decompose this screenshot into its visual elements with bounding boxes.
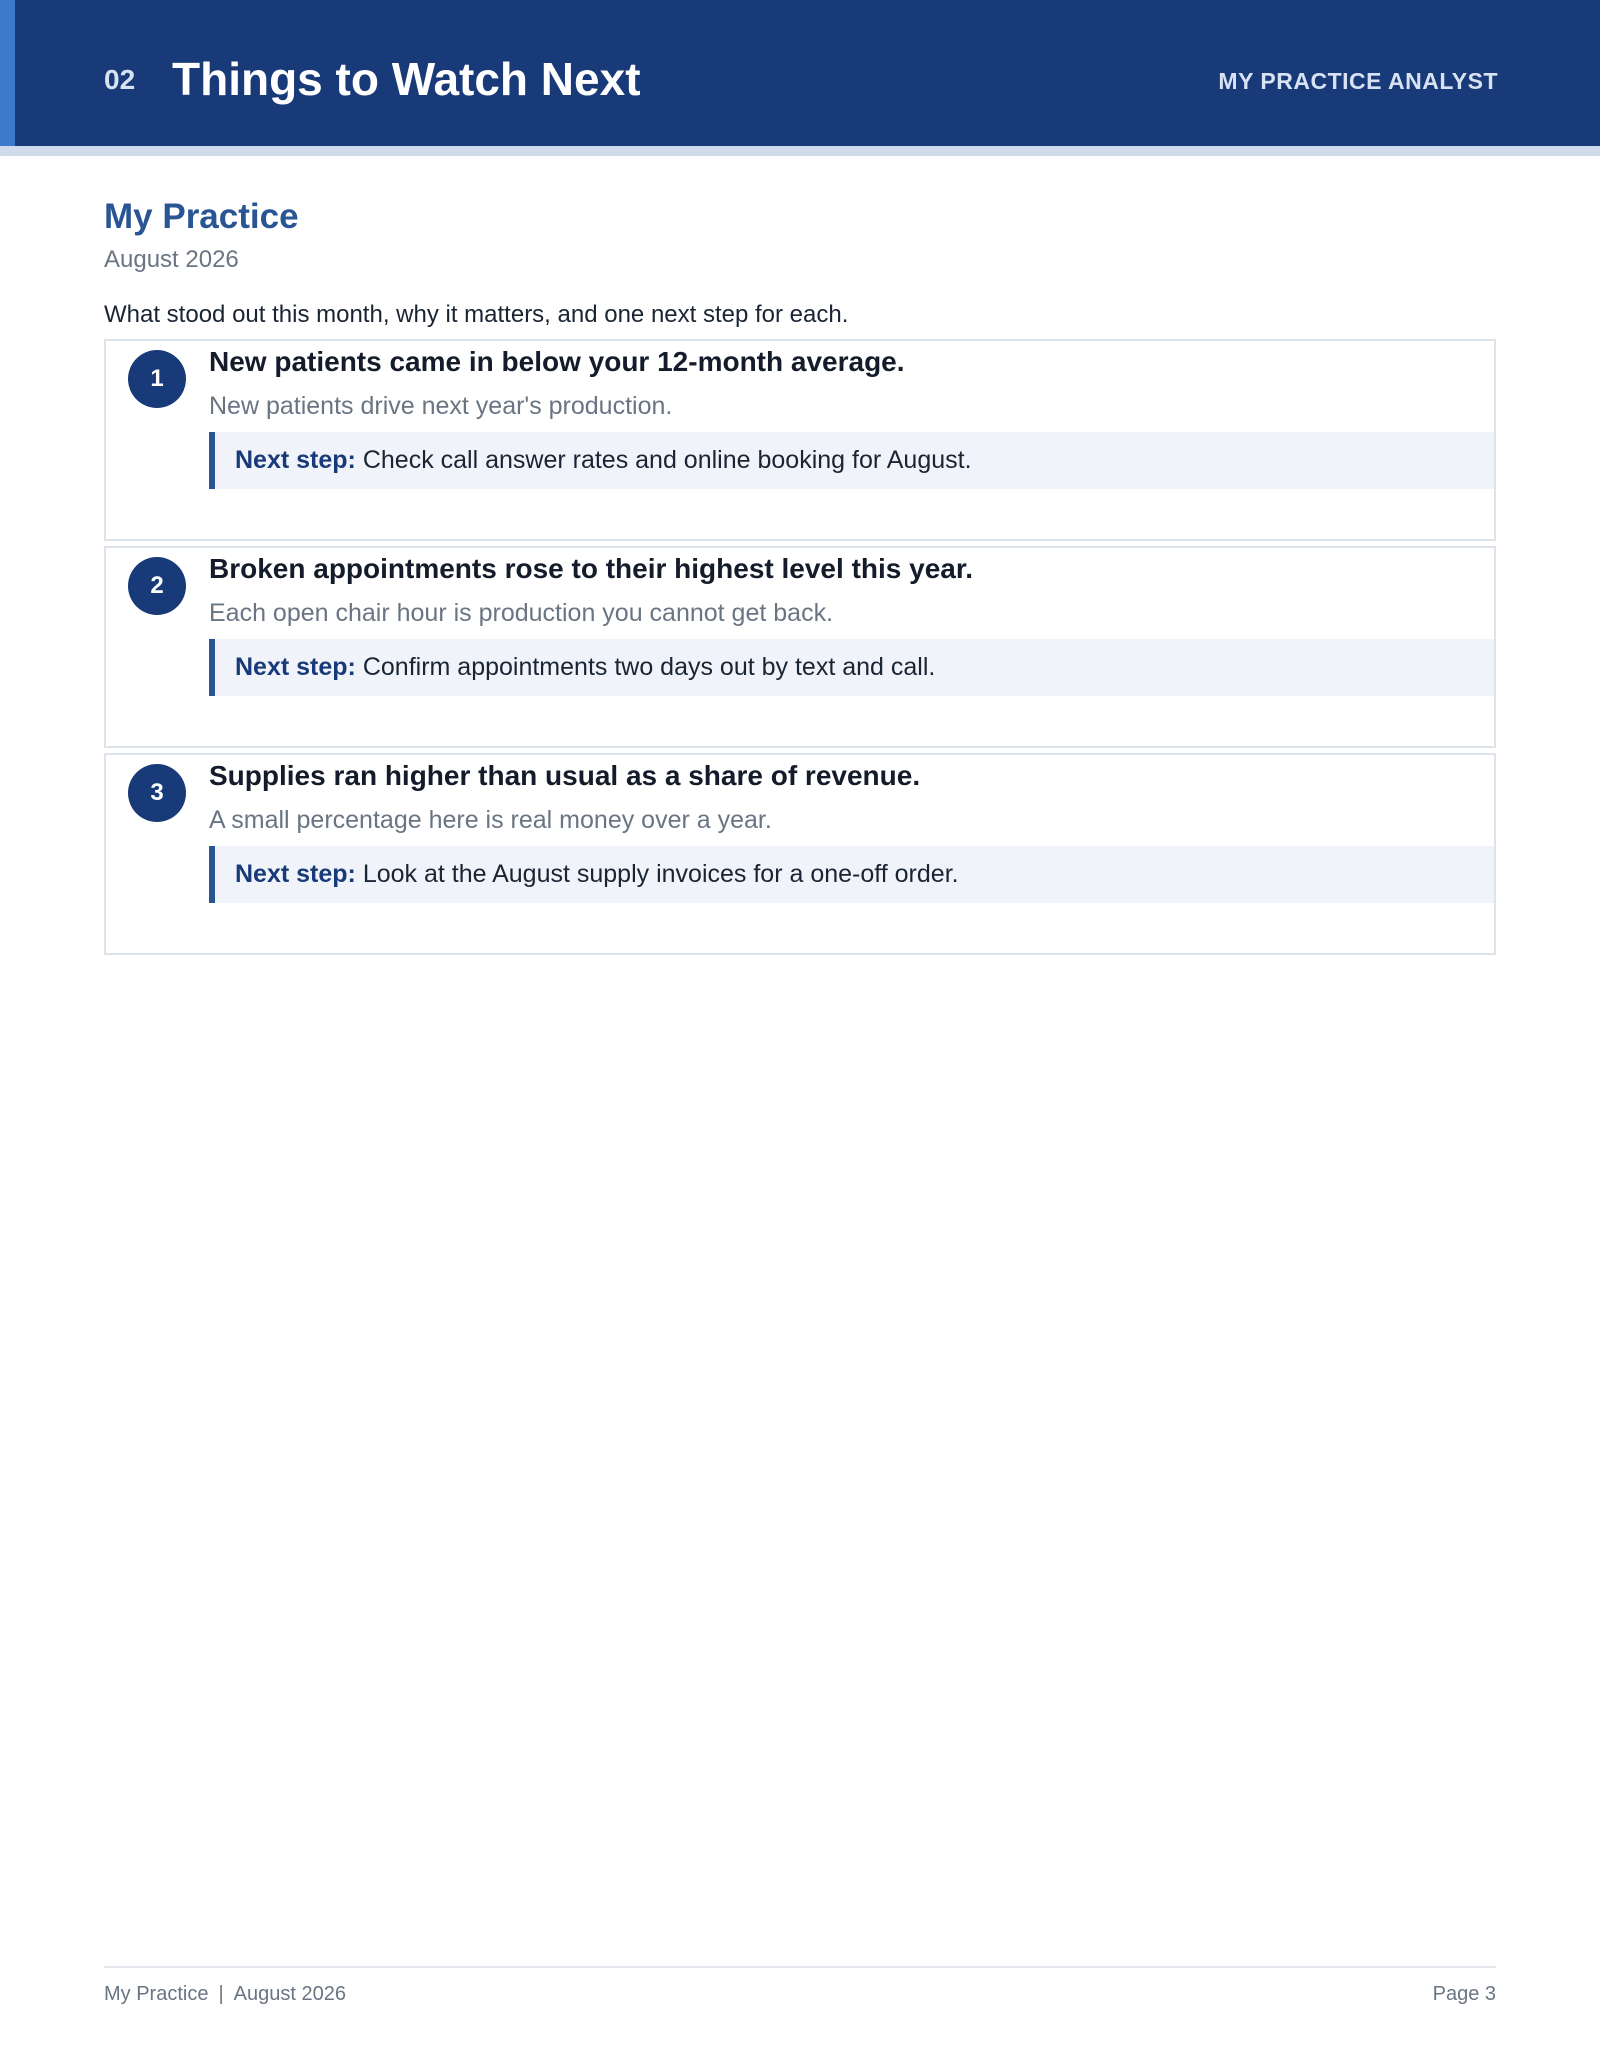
item-why: Each open chair hour is production you cannot get back. xyxy=(209,599,834,627)
next-step-label: Next step: xyxy=(235,653,356,681)
watch-item-2 xyxy=(104,546,1496,748)
page-header xyxy=(0,0,1600,146)
next-step-text: Look at the August supply invoices for a one-off order. xyxy=(362,860,959,888)
brand-name: MY PRACTICE ANALYST xyxy=(1218,68,1498,94)
item-title: New patients came in below your 12-month average. xyxy=(209,346,905,377)
item-title: Supplies ran higher than usual as a share of revenue. xyxy=(209,760,921,791)
header-divider xyxy=(0,146,1600,156)
next-step-callout xyxy=(209,639,1494,696)
next-step-text: Check call answer rates and online booking for August. xyxy=(362,446,972,474)
item-number-badge: 3 xyxy=(128,764,186,822)
next-step-callout xyxy=(209,432,1494,489)
watch-item-1 xyxy=(104,339,1496,541)
footer-divider xyxy=(104,1966,1496,1968)
section-number: 02 xyxy=(104,64,136,95)
next-step-callout xyxy=(209,846,1494,903)
item-why: New patients drive next year's production. xyxy=(209,392,673,420)
next-step-label: Next step: xyxy=(235,446,356,474)
footer-practice: My Practice xyxy=(104,1983,209,2005)
item-title: Broken appointments rose to their highest level this year. xyxy=(209,553,973,584)
watch-item-3 xyxy=(104,753,1496,955)
header-accent-bar xyxy=(0,0,15,146)
next-step-label: Next step: xyxy=(235,860,356,888)
item-number-badge: 2 xyxy=(128,557,186,615)
item-why: A small percentage here is real money over a year. xyxy=(209,806,772,834)
watch-list xyxy=(104,339,1496,960)
item-number-badge: 1 xyxy=(128,350,186,408)
next-step-text: Confirm appointments two days out by text and call. xyxy=(362,653,936,681)
page-number: Page 3 xyxy=(1432,1983,1496,2005)
intro-text: What stood out this month, why it matters, and one next step for each. xyxy=(104,301,849,328)
practice-name: My Practice xyxy=(104,197,299,236)
footer-separator: | xyxy=(218,1983,224,2005)
section-title: Things to Watch Next xyxy=(172,53,641,105)
report-period: August 2026 xyxy=(104,246,239,273)
footer-period: August 2026 xyxy=(233,1983,346,2005)
footer-info xyxy=(104,1982,346,2006)
